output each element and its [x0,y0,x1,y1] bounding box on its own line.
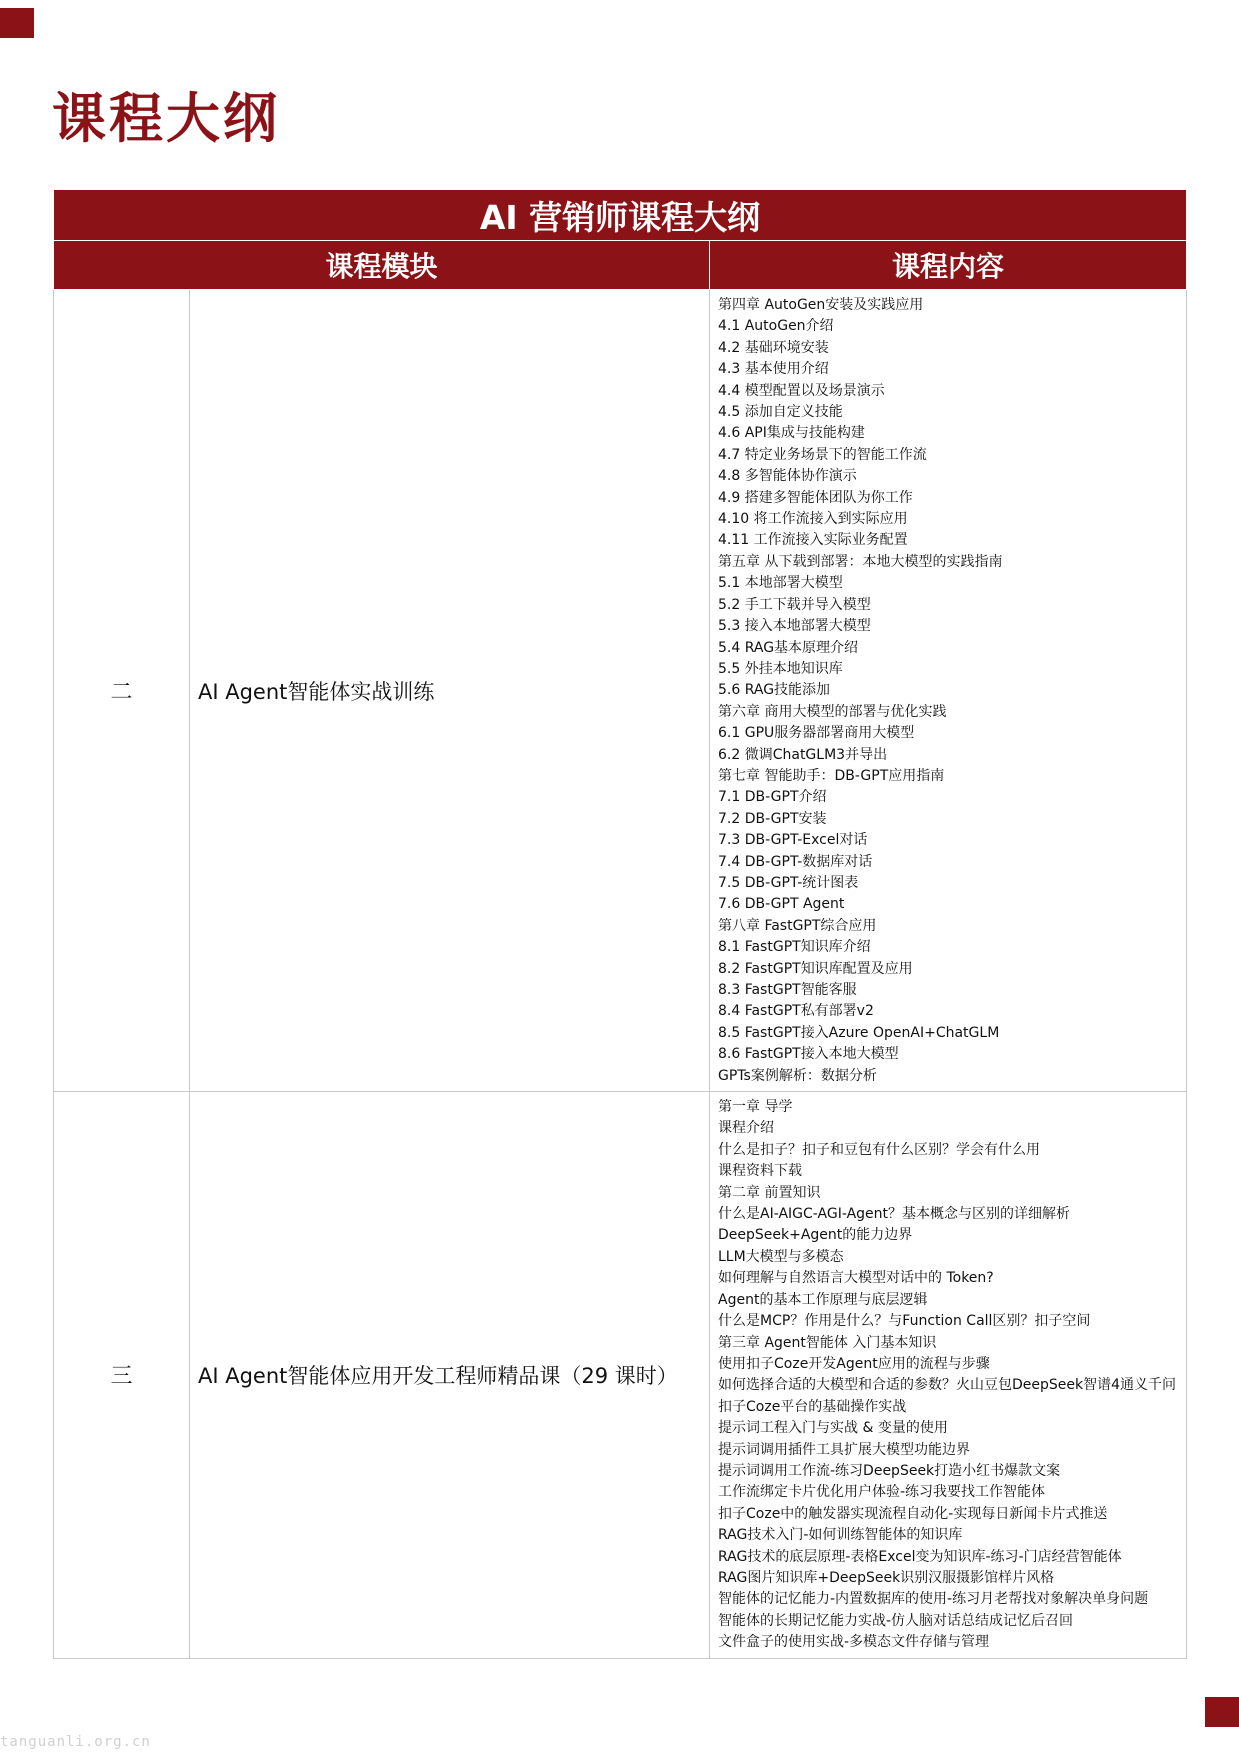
course-outline-table [53,189,1187,1659]
list-item: GPTs案例解析：数据分析 [718,1067,877,1084]
list-item: 8.1 FastGPT知识库介绍 [718,939,871,956]
list-item: 4.1 AutoGen介绍 [718,318,834,335]
list-item: DeepSeek+Agent的能力边界 [718,1227,913,1244]
list-item: LLM大模型与多模态 [718,1248,844,1265]
list-item: 7.4 DB-GPT-数据库对话 [718,853,873,870]
list-item: 5.6 RAG技能添加 [718,682,831,699]
list-item: 5.2 手工下载并导入模型 [718,596,871,613]
list-item: 7.3 DB-GPT-Excel对话 [718,832,868,849]
list-item: 文件盒子的使用实战-多模态文件存储与管理 [718,1634,990,1651]
list-item: 第一章 导学 [718,1099,793,1116]
list-item: 如何理解与自然语言大模型对话中的 Token? [718,1270,994,1287]
list-item: Agent的基本工作原理与底层逻辑 [718,1291,928,1308]
list-item: 提示词调用工作流-练习DeepSeek打造小红书爆款文案 [718,1462,1061,1479]
list-item: 提示词调用插件工具扩展大模型功能边界 [718,1441,970,1458]
list-item: 第四章 AutoGen安装及实践应用 [718,297,924,313]
list-item: 4.3 基本使用介绍 [718,361,829,378]
list-item: 6.1 GPU服务器部署商用大模型 [718,725,915,742]
list-item: RAG技术入门-如何训练智能体的知识库 [718,1527,963,1544]
content-list [718,295,1180,1087]
list-item: RAG技术的底层原理-表格Excel变为知识库-练习-门店经营智能体 [718,1548,1122,1565]
list-item: 第五章 从下载到部署：本地大模型的实践指南 [718,553,1003,570]
list-item: 4.2 基础环境安装 [718,339,829,356]
list-item: 5.3 接入本地部署大模型 [718,618,871,635]
list-item: 8.3 FastGPT智能客服 [718,982,857,998]
list-item: 7.6 DB-GPT Agent [718,896,845,913]
list-item: 4.11 工作流接入实际业务配置 [718,532,908,549]
list-item: 什么是AI-AIGC-AGI-Agent？基本概念与区别的详细解析 [718,1206,1071,1223]
list-item: 如何选择合适的大模型和合适的参数？火山豆包DeepSeek智谱4通义千问 [718,1377,1177,1394]
list-item: 4.5 添加自定义技能 [718,404,843,421]
module-name: AI Agent智能体应用开发工程师精品课（29 课时） [190,1092,710,1659]
list-item: 4.8 多智能体协作演示 [718,468,857,485]
list-item: 4.9 搭建多智能体团队为你工作 [718,489,913,506]
list-item: 4.10 将工作流接入到实际应用 [718,511,908,528]
table-title: AI 营销师课程大纲 [54,190,1187,241]
content-cell [710,290,1187,1092]
list-item: 工作流绑定卡片优化用户体验-练习我要找工作智能体 [718,1484,1046,1501]
list-item: 第六章 商用大模型的部署与优化实践 [718,703,947,720]
page-title: 课程大纲 [52,87,280,150]
list-item: 什么是MCP？作用是什么？与Function Call区别？扣子空间 [718,1313,1091,1330]
list-item: 8.2 FastGPT知识库配置及应用 [718,960,913,977]
list-item: 提示词工程入门与实战 & 变量的使用 [718,1420,948,1437]
list-item: 7.1 DB-GPT介绍 [718,789,827,806]
table-row [54,1092,1187,1659]
list-item: 使用扣子Coze开发Agent应用的流程与步骤 [718,1355,990,1372]
list-item: 第八章 FastGPT综合应用 [718,917,877,934]
list-item: 课程资料下载 [718,1163,802,1180]
watermark: tanguanli.org.cn [0,1734,151,1750]
list-item: 8.4 FastGPT私有部署v2 [718,1003,874,1020]
list-item: 第二章 前置知识 [718,1184,821,1201]
list-item: 扣子Coze中的触发器实现流程自动化-实现每日新闻卡片式推送 [718,1505,1108,1522]
column-header-content: 课程内容 [710,241,1187,290]
row-index: 二 [54,290,190,1092]
row-index: 三 [54,1092,190,1659]
corner-decoration-top [0,8,34,38]
content-list [718,1097,1180,1654]
list-item: 5.5 外挂本地知识库 [718,660,843,677]
list-item: 4.4 模型配置以及场景演示 [718,382,885,399]
list-item: 什么是扣子？扣子和豆包有什么区别？学会有什么用 [718,1141,1040,1158]
list-item: 7.5 DB-GPT-统计图表 [718,874,859,891]
list-item: 扣子Coze平台的基础操作实战 [718,1398,907,1415]
list-item: 4.7 特定业务场景下的智能工作流 [718,446,927,463]
list-item: 8.5 FastGPT接入Azure OpenAI+ChatGLM [718,1024,1000,1041]
list-item: 智能体的长期记忆能力实战-仿人脑对话总结成记忆后召回 [718,1612,1074,1629]
list-item: 6.2 微调ChatGLM3并导出 [718,746,888,763]
list-item: 第三章 Agent智能体 入门基本知识 [718,1334,937,1351]
content-cell [710,1092,1187,1659]
list-item: 课程介绍 [718,1120,774,1137]
list-item: 4.6 API集成与技能构建 [718,425,865,442]
list-item: RAG图片知识库+DeepSeek识别汉服摄影馆样片风格 [718,1569,1055,1586]
list-item: 5.4 RAG基本原理介绍 [718,639,859,656]
list-item: 7.2 DB-GPT安装 [718,810,827,827]
corner-decoration-bottom [1205,1697,1239,1727]
table-row [54,290,1187,1092]
module-name: AI Agent智能体实战训练 [190,290,710,1092]
list-item: 5.1 本地部署大模型 [718,575,843,592]
list-item: 智能体的记忆能力-内置数据库的使用-练习月老帮找对象解决单身问题 [718,1591,1149,1608]
list-item: 第七章 智能助手：DB-GPT应用指南 [718,767,945,784]
column-header-module: 课程模块 [54,241,710,290]
list-item: 8.6 FastGPT接入本地大模型 [718,1046,899,1063]
